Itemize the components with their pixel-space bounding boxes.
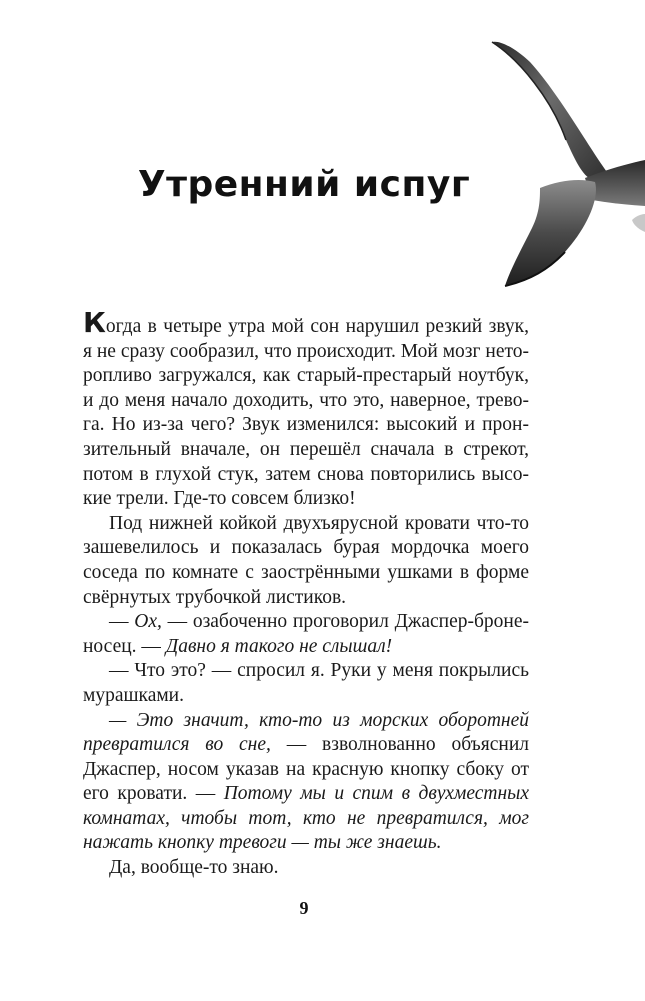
page-number: 9 — [299, 898, 309, 918]
shark-tail-illustration — [0, 0, 645, 300]
chapter-body — [83, 306, 530, 881]
drop-cap: К — [83, 306, 106, 339]
paragraph-2: Под нижней койкой двухъярусной кровати что-то зашевелилось и показалась бурая мордочка моего соседа по комнате с заострёнными ушками в форме свёрнутых трубочкой листиков. — [83, 512, 529, 608]
paragraph-1-text: огда в четыре утра мой сон нарушил резкий звук, я не сразу сообразил, что происходит. Мой мозг неторопливо загружался, как старый-престарый ноутбук, и до меня начало доходить, что это, наверное, тревога. Но из-за чего? Звук изменился: высокий и пронзительный вначале, он перешёл сначала в стрекот, потом в глухой стук, затем снова повторились высокие трели. Где-то совсем близко! — [83, 316, 529, 510]
paragraph-3: — Ох, — озабоченно проговорил Джаспер-броненосец. — Давно я такого не слышал! — [83, 611, 529, 657]
paragraph-5: — Это значит, кто-то из морских оборотней превратился во сне, — взволнованно объяснил Джаспер, носом указав на красную кнопку сбоку от его кровати. — Потому мы и спим в двухместных комнатах, чтобы тот, кто не превратился, мог нажать кнопку тревоги — ты же знаешь. — [83, 709, 530, 854]
paragraph-1 — [83, 306, 529, 512]
paragraph-6: Да, вообще-то знаю. — [109, 857, 279, 879]
chapter-title: Утренний испуг — [137, 164, 471, 205]
paragraph-4: — Что это? — спросил я. Руки у меня покрылись мурашками. — [83, 660, 529, 706]
